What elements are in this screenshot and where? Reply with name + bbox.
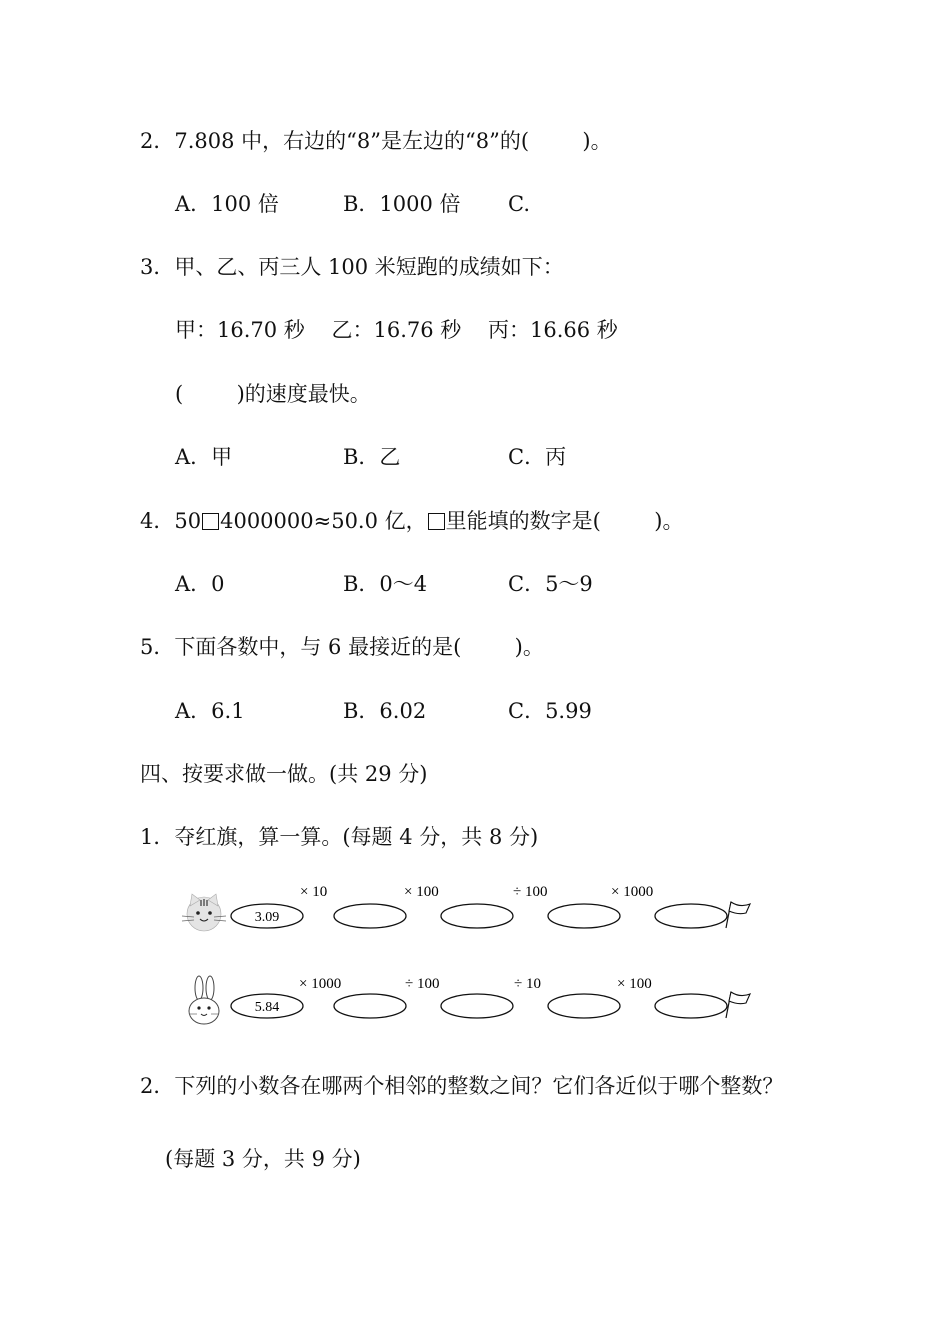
operator-label: × 1000 (611, 884, 654, 900)
q2-stem: 2．7.808 中，右边的“8”是左边的“8”的( )。 (140, 129, 612, 153)
operator-label: × 100 (404, 884, 439, 900)
answer-oval[interactable] (441, 904, 513, 928)
q3-option-a[interactable]: A．甲 (175, 445, 233, 469)
q2-option-b[interactable]: B．1000 倍 (343, 192, 461, 216)
section-4-title: 四、按要求做一做。(共 29 分) (140, 762, 428, 786)
start-value: 5.84 (254, 1000, 280, 1015)
operator-label: × 100 (617, 976, 652, 992)
q2-option-c[interactable]: C. (508, 192, 530, 216)
answer-oval[interactable] (548, 994, 620, 1018)
q5-stem: 5．下面各数中，与 6 最接近的是( )。 (140, 635, 544, 659)
s4q2-stem: 2．下列的小数各在哪两个相邻的整数之间？它们各近似于哪个整数？ (140, 1074, 784, 1098)
calc-chain-2-figure (180, 970, 780, 1040)
operator-label: ÷ 100 (405, 976, 440, 992)
answer-oval[interactable] (334, 904, 406, 928)
q5-option-c[interactable]: C．5.99 (508, 699, 592, 723)
q2-option-a[interactable]: A．100 倍 (175, 192, 279, 216)
s4q1-stem: 1．夺红旗，算一算。(每题 4 分，共 8 分) (140, 825, 539, 849)
q3-question: ( )的速度最快。 (175, 382, 371, 406)
calc-chain-1-figure (180, 878, 780, 948)
q4-option-b[interactable]: B．0～4 (343, 572, 428, 596)
q4-option-c[interactable]: C．5～9 (508, 572, 593, 596)
operator-label: × 10 (300, 884, 328, 900)
s4q2-note: (每题 3 分，共 9 分) (165, 1147, 361, 1171)
answer-oval[interactable] (441, 994, 513, 1018)
answer-oval[interactable] (655, 904, 727, 928)
calc-chain-2 (180, 970, 780, 1060)
answer-oval[interactable] (548, 904, 620, 928)
blank-square-icon (202, 513, 219, 530)
cat-face-icon (182, 894, 226, 931)
start-value: 3.09 (254, 910, 280, 925)
answer-oval[interactable] (334, 994, 406, 1018)
operator-label: × 1000 (299, 976, 342, 992)
operator-label: ÷ 100 (513, 884, 548, 900)
rabbit-face-icon (189, 976, 219, 1024)
flag-icon (726, 992, 750, 1018)
q5-option-a[interactable]: A．6.1 (175, 699, 245, 723)
q3-option-b[interactable]: B．乙 (343, 445, 401, 469)
flag-icon (726, 902, 750, 928)
q3-option-c[interactable]: C．丙 (508, 445, 567, 469)
calc-chain-1 (180, 878, 780, 968)
answer-oval[interactable] (655, 994, 727, 1018)
operator-label: ÷ 10 (514, 976, 541, 992)
blank-square-icon (428, 513, 445, 530)
q5-option-b[interactable]: B．6.02 (343, 699, 427, 723)
q3-scores: 甲：16.70 秒 乙：16.76 秒 丙：16.66 秒 (175, 318, 618, 342)
q3-stem: 3．甲、乙、丙三人 100 米短跑的成绩如下： (140, 255, 564, 279)
q4-option-a[interactable]: A．0 (175, 572, 225, 596)
q4-stem: 4．50 4000000≈50.0 亿， 里能填的数字是( )。 (140, 509, 684, 533)
